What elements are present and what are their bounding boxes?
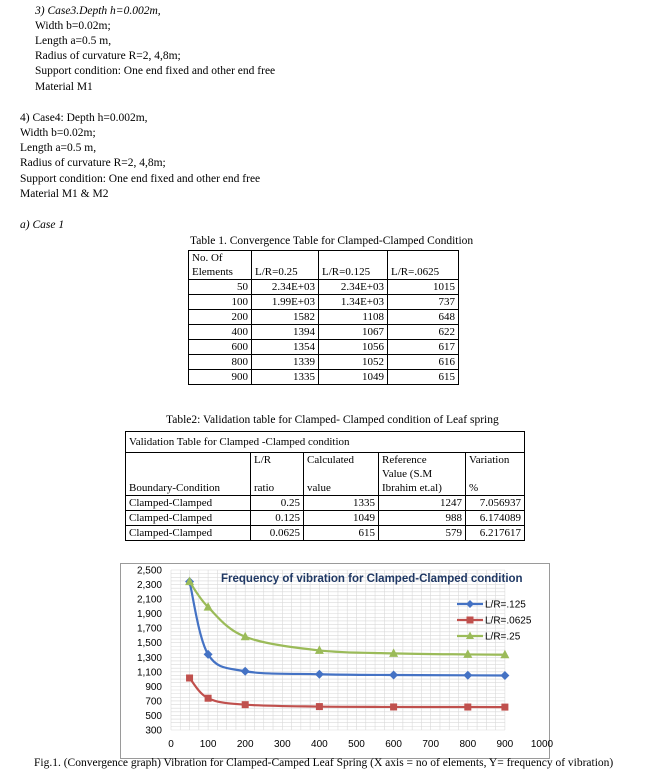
- table-header-cell: ratio: [251, 481, 304, 496]
- x-tick-label: 1000: [530, 739, 554, 750]
- case3-line: Length a=0.5 m,: [35, 35, 112, 47]
- table-cell: 100: [189, 295, 252, 310]
- case4-line: Radius of curvature R=2, 4,8m;: [20, 157, 166, 169]
- table-cell: 1354: [252, 340, 319, 355]
- table-header-cell: L/R=0.25: [252, 265, 319, 280]
- table-cell: 800: [189, 355, 252, 370]
- table-cell: 0.125: [251, 511, 304, 526]
- data-point: [186, 675, 193, 682]
- table-header-cell: L/R=0.125: [319, 265, 388, 280]
- table-header-cell: Calculated: [304, 453, 379, 468]
- data-point: [500, 671, 509, 680]
- table-cell: 1335: [304, 496, 379, 511]
- case4-line: Support condition: One end fixed and other end free: [20, 173, 261, 185]
- x-tick-label: 800: [459, 739, 477, 750]
- table-header-cell: %: [466, 481, 525, 496]
- table-cell: 1067: [319, 325, 388, 340]
- table-cell: 1247: [379, 496, 466, 511]
- y-tick-label: 2,500: [136, 565, 162, 577]
- data-point: [501, 704, 508, 711]
- table-cell: 2.34E+03: [319, 280, 388, 295]
- table-cell: 0.25: [251, 496, 304, 511]
- table-header-cell: Boundary-Condition: [126, 481, 251, 496]
- table-cell: 2.34E+03: [252, 280, 319, 295]
- table-cell: 1.99E+03: [252, 295, 319, 310]
- data-point: [316, 703, 323, 710]
- legend-label: L/R=.25: [485, 631, 521, 643]
- table-cell: 900: [189, 370, 252, 385]
- table-header-cell: L/R=.0625: [388, 265, 459, 280]
- table-cell: 1.34E+03: [319, 295, 388, 310]
- table-cell: 7.056937: [466, 496, 525, 511]
- table-cell: 1394: [252, 325, 319, 340]
- table-cell: 988: [379, 511, 466, 526]
- table-cell: 1339: [252, 355, 319, 370]
- table-cell: 616: [388, 355, 459, 370]
- table-cell: 6.217617: [466, 526, 525, 541]
- subheading: a) Case 1: [20, 219, 65, 231]
- table-cell: Clamped-Clamped: [126, 496, 251, 511]
- table-cell: 1108: [319, 310, 388, 325]
- table-cell: 1052: [319, 355, 388, 370]
- y-tick-label: 2,100: [136, 594, 162, 606]
- case3-line: Radius of curvature R=2, 4,8m;: [35, 50, 181, 62]
- table-cell: 622: [388, 325, 459, 340]
- data-point: [242, 701, 249, 708]
- x-tick-label: 400: [311, 739, 328, 750]
- x-tick-label: 300: [273, 739, 291, 750]
- x-tick-label: 500: [348, 739, 365, 750]
- case4-heading: 4) Case4: Depth h=0.002m,: [20, 112, 148, 124]
- y-tick-label: 1,300: [136, 652, 162, 664]
- x-tick-label: 900: [496, 739, 514, 750]
- table-cell: 1049: [304, 511, 379, 526]
- table-cell: 6.174089: [466, 511, 525, 526]
- table-header-cell: Reference: [379, 453, 466, 468]
- y-tick-label: 500: [145, 710, 162, 722]
- table-cell: 400: [189, 325, 252, 340]
- case4-line: Width b=0.02m;: [20, 127, 96, 139]
- data-point: [464, 704, 471, 711]
- case3-heading: 3) Case3.Depth h=0.002m,: [35, 5, 161, 17]
- table1-caption: Table 1. Convergence Table for Clamped-Clamped Condition: [190, 235, 474, 247]
- table-title: Validation Table for Clamped -Clamped condition: [126, 432, 525, 453]
- table2-caption: Table2: Validation table for Clamped- Clamped condition of Leaf spring: [166, 414, 499, 426]
- table-header-cell: value: [304, 481, 379, 496]
- case4-line: Material M1 & M2: [20, 188, 109, 200]
- legend-marker: [467, 617, 474, 624]
- y-tick-label: 1,500: [136, 638, 162, 650]
- table-cell: 617: [388, 340, 459, 355]
- table-cell: 0.0625: [251, 526, 304, 541]
- table-cell: 600: [189, 340, 252, 355]
- legend-marker: [466, 600, 474, 608]
- table-header-cell: Elements: [189, 265, 252, 280]
- legend-label: L/R=.0625: [485, 615, 532, 627]
- table-cell: 1015: [388, 280, 459, 295]
- y-tick-label: 300: [145, 725, 162, 737]
- y-tick-label: 700: [145, 696, 162, 708]
- table-cell: 1335: [252, 370, 319, 385]
- case3-line: Width b=0.02m;: [35, 20, 111, 32]
- table-cell: Clamped-Clamped: [126, 526, 251, 541]
- table-header-cell: Variation: [466, 453, 525, 468]
- table-cell: 615: [304, 526, 379, 541]
- table-header-cell: Ibrahim et.al): [379, 481, 466, 496]
- data-point: [205, 695, 212, 702]
- table-cell: 50: [189, 280, 252, 295]
- table-cell: 1582: [252, 310, 319, 325]
- y-tick-label: 900: [145, 681, 162, 693]
- table-cell: 200: [189, 310, 252, 325]
- x-tick-label: 700: [422, 739, 440, 750]
- x-tick-label: 0: [168, 739, 174, 750]
- y-tick-label: 1,100: [136, 667, 162, 679]
- table-cell: 579: [379, 526, 466, 541]
- legend-label: L/R=.125: [485, 599, 526, 611]
- y-tick-label: 1,900: [136, 609, 162, 621]
- case4-line: Length a=0.5 m,: [20, 142, 97, 154]
- data-point: [390, 703, 397, 710]
- table-header-cell: Value (S.M: [379, 467, 466, 481]
- table-cell: 648: [388, 310, 459, 325]
- x-tick-label: 200: [236, 739, 254, 750]
- case3-line: Support condition: One end fixed and other end free: [35, 65, 276, 77]
- data-point: [463, 671, 472, 680]
- figure-caption: Fig.1. (Convergence graph) Vibration for Clamped-Camped Leaf Spring (X axis = no of elements, Y= frequency of vibration): [34, 757, 614, 769]
- x-tick-label: 100: [199, 739, 217, 750]
- table-cell: 615: [388, 370, 459, 385]
- y-tick-label: 2,300: [136, 580, 162, 592]
- table-cell: 1049: [319, 370, 388, 385]
- case3-line: Material M1: [35, 81, 93, 93]
- table-header-cell: L/R: [251, 453, 304, 468]
- data-point: [315, 670, 324, 679]
- table-cell: Clamped-Clamped: [126, 511, 251, 526]
- table-header-cell: No. Of: [189, 251, 252, 266]
- x-tick-label: 600: [385, 739, 402, 750]
- y-tick-label: 1,700: [136, 623, 162, 635]
- chart-title: Frequency of vibration for Clamped-Clamped condition: [221, 573, 523, 585]
- table-cell: 737: [388, 295, 459, 310]
- table-cell: 1056: [319, 340, 388, 355]
